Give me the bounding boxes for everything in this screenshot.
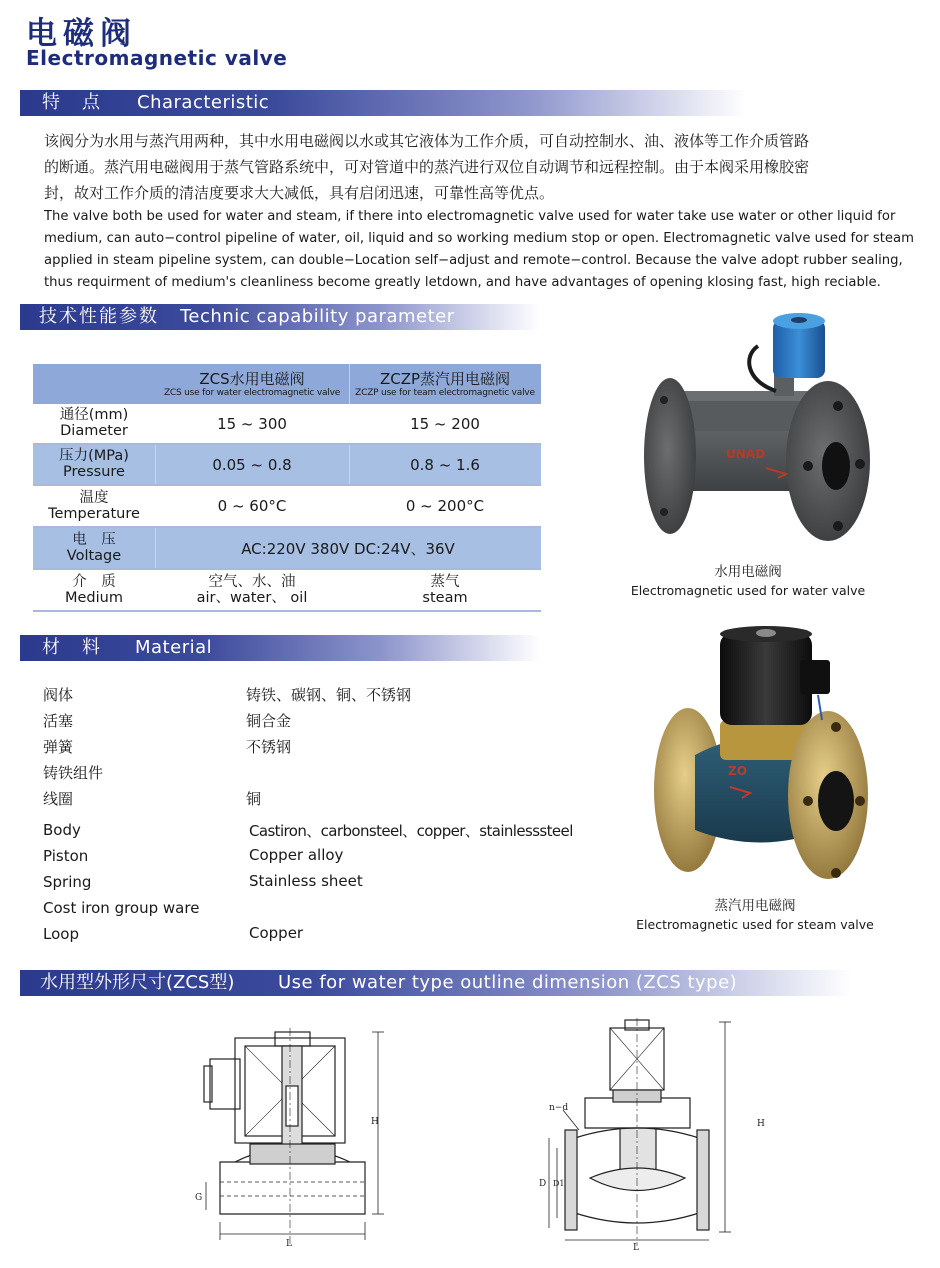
- table-header-row: [33, 364, 541, 404]
- table-row: 温度 Temperature 0 ~ 60°C 0 ~ 200°C: [33, 486, 541, 528]
- list-item: Spring Stainless sheet: [43, 872, 363, 891]
- section-heading-en: Material: [135, 637, 213, 658]
- table-header-col2: ZCZP蒸汽用电磁阀 ZCZP use for team electromagnetic valve: [355, 369, 535, 398]
- list-item: 铸铁组件: [43, 764, 104, 782]
- list-item: 阀体 铸铁、碳钢、铜、不锈钢: [43, 686, 412, 704]
- list-item: 弹簧 不锈钢: [43, 738, 292, 756]
- steam-valve-caption: 蒸汽用电磁阀 Electromagnetic used for steam valve: [636, 898, 874, 932]
- section-heading-cn: 材 料: [42, 637, 102, 658]
- characteristic-text-cn: [44, 128, 914, 206]
- section-heading-en: Use for water type outline dimension (ZCS type): [278, 972, 738, 993]
- svg-text:G: G: [195, 1193, 203, 1203]
- list-item: Piston Copper alloy: [43, 846, 344, 865]
- text-line: 封，故对工作介质的清洁度要求大大减低，具有启闭迅速，可靠性高等优点。: [44, 184, 555, 202]
- svg-text:D: D: [539, 1179, 547, 1189]
- drawing-water-valve-right: [535, 1018, 775, 1252]
- section-heading-en: Technic capability parameter: [180, 306, 455, 327]
- svg-text:UNAD: UNAD: [726, 447, 766, 461]
- section-heading-en: Characteristic: [137, 92, 270, 113]
- table-header-empty: [33, 364, 155, 404]
- list-item: 线圈 铜: [43, 790, 262, 808]
- water-valve-caption: 水用电磁阀 Electromagnetic used for water valve: [630, 564, 866, 598]
- svg-text:n−d: n−d: [549, 1103, 569, 1113]
- table-row: 通径(mm) Diameter 15 ~ 300 15 ~ 200: [33, 404, 541, 445]
- section-bar-material: [20, 635, 540, 661]
- page-title-cn: 电磁阀: [26, 16, 137, 52]
- table-header-col1: ZCS水用电磁阀 ZCS use for water electromagnetic valve: [163, 369, 341, 398]
- table-row: 压力(MPa) Pressure 0.05 ~ 0.8 0.8 ~ 1.6: [33, 445, 541, 486]
- section-bar-outline: [20, 970, 852, 996]
- spec-table: [33, 364, 541, 612]
- drawing-water-valve-left: [190, 1024, 395, 1250]
- svg-text:H: H: [757, 1119, 765, 1129]
- material-list-cn: [43, 684, 563, 814]
- text-line: medium, can auto−control pipeline of water, oil, liquid and so working medium stop or open. Electromagnetic valve used for steam: [44, 231, 914, 246]
- list-item: Loop Copper: [43, 924, 304, 943]
- section-heading-cn: 水用型外形尺寸(ZCS型): [40, 972, 235, 993]
- svg-text:H: H: [371, 1117, 379, 1127]
- text-line: thus requirment of medium's cleanliness become greatly letdown, and have advantages of opening klosing fast, high reciable.: [44, 275, 881, 290]
- material-list-en: [43, 820, 583, 950]
- svg-text:ZO: ZO: [728, 764, 747, 778]
- svg-text:L: L: [633, 1243, 639, 1252]
- table-row: 介 质 Medium 空气、水、油 air、water、 oil 蒸气 steam: [33, 570, 541, 612]
- water-valve-photo: [628, 306, 876, 556]
- section-heading-cn: 技术性能参数: [39, 306, 159, 327]
- table-row: 电 压 Voltage AC:220V 380V DC:24V、36V: [33, 528, 541, 570]
- svg-text:L: L: [286, 1239, 292, 1249]
- svg-text:D1: D1: [553, 1179, 565, 1188]
- section-heading-cn: 特 点: [42, 92, 102, 113]
- list-item: Cost iron group ware: [43, 899, 200, 917]
- text-line: 的断通。蒸汽用电磁阀用于蒸气管路系统中，可对管道中的蒸汽进行双位自动调节和远程控制。由于本阀采用橡胶密: [44, 158, 810, 176]
- page-title-en: Electromagnetic valve: [26, 46, 288, 70]
- list-item: 活塞 铜合金: [43, 712, 292, 730]
- section-bar-characteristic: [20, 90, 746, 116]
- text-line: applied in steam pipeline system, can double−Location self−adjust and remote−control. Because the valve adopt rubber sealing,: [44, 253, 903, 268]
- section-bar-technic: [20, 304, 540, 330]
- list-item: Body Castiron、carbonsteel、copper、stainlesssteel: [43, 821, 573, 840]
- text-line: 该阀分为水用与蒸汽用两种，其中水用电磁阀以水或其它液体为工作介质，可自动控制水、油、液体等工作介质管路: [44, 132, 810, 150]
- steam-valve-photo: [650, 625, 870, 887]
- characteristic-text-en: [44, 206, 914, 294]
- text-line: The valve both be used for water and steam, if there into electromagnetic valve used for water take use water or other liquid for: [44, 209, 896, 224]
